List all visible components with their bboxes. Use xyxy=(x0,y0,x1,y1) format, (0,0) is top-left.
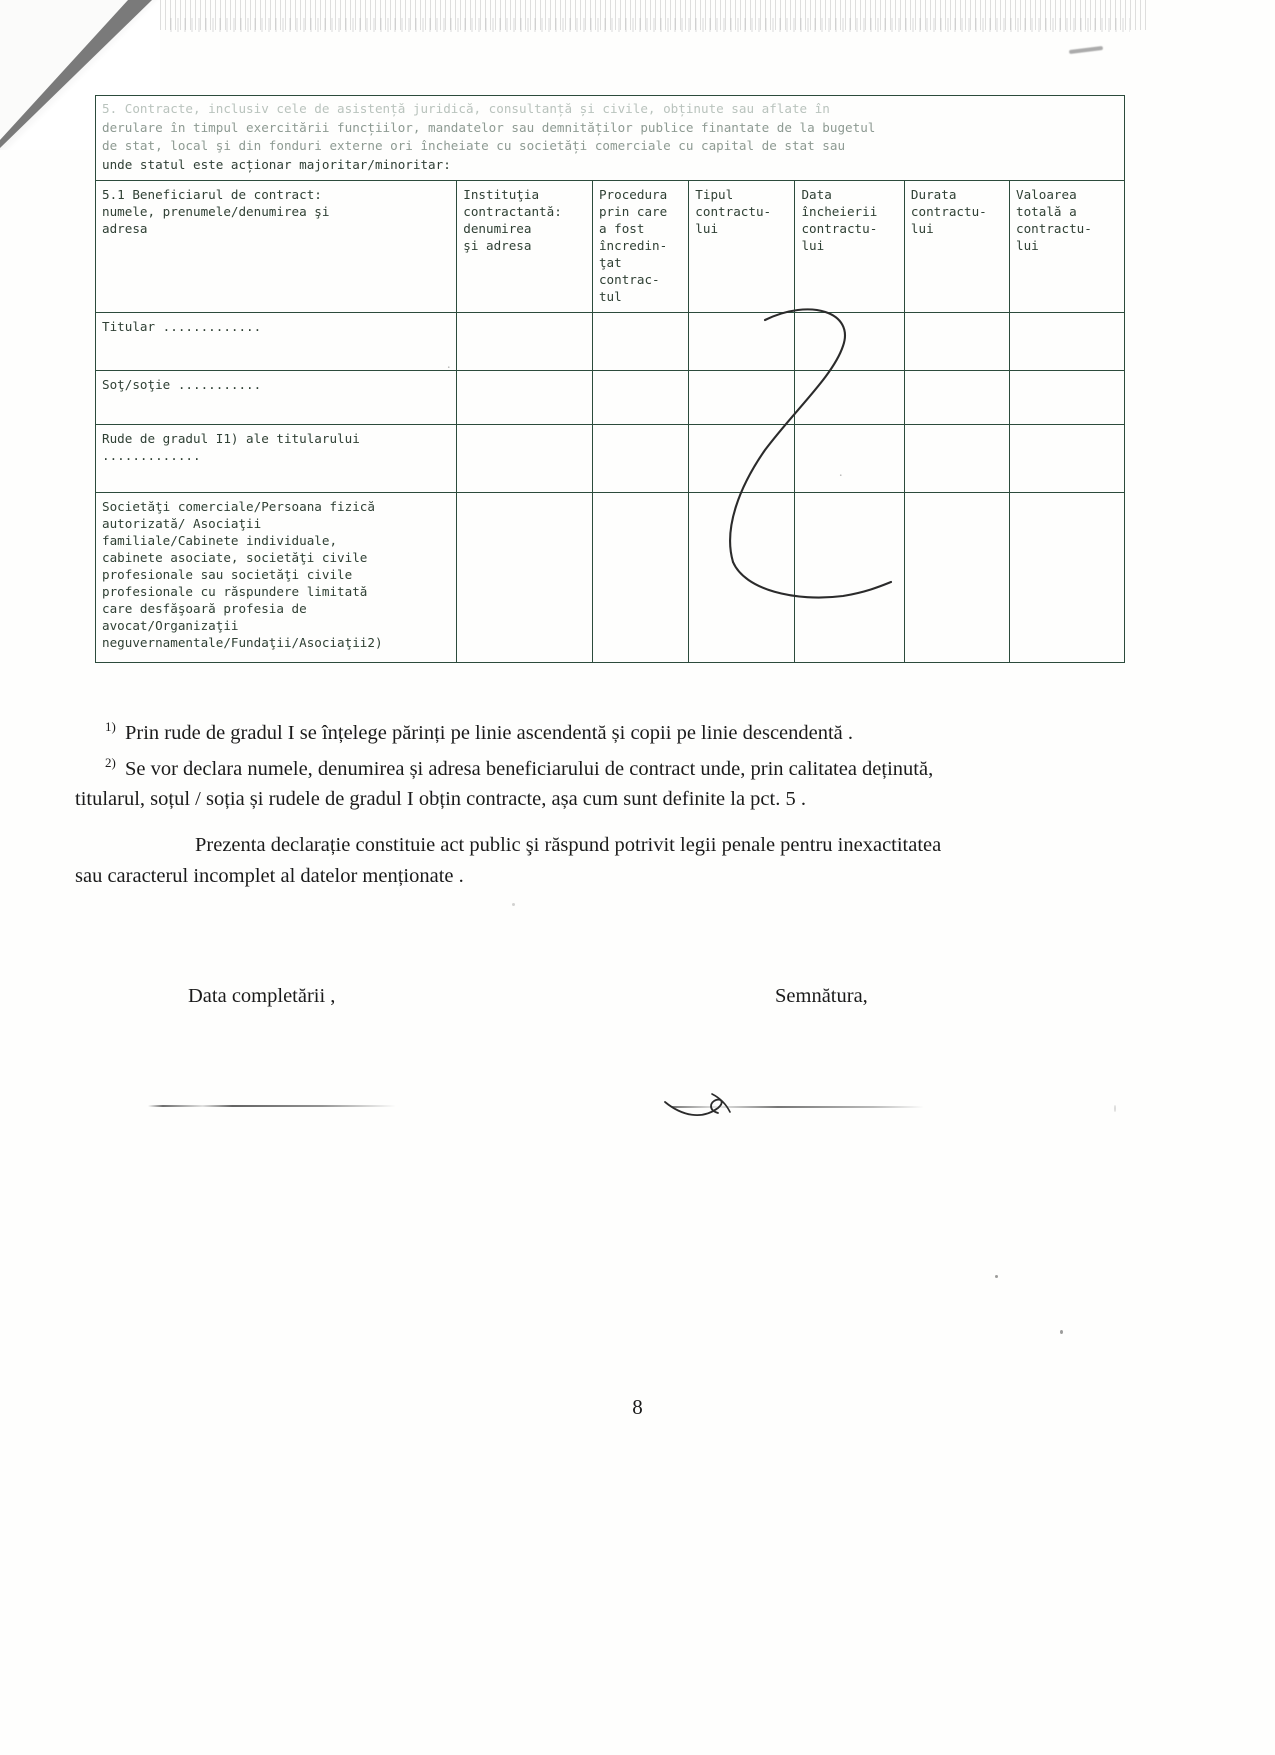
cell-total-value[interactable] xyxy=(1010,371,1125,425)
footnote-2-continuation: titularul, soțul / soția și rudele de gradul I obțin contracte, așa cum sunt definite la pct. 5 . xyxy=(75,787,806,810)
intro-line-2: derulare în timpul exercitării funcțiilor, mandatelor sau demnităților publice finantate de la bugetul xyxy=(102,119,876,135)
cell-duration[interactable] xyxy=(904,313,1009,371)
intro-line-3: de stat, local şi din fonduri externe ori încheiate cu societăți comerciale cu capital de stat sau xyxy=(102,138,846,153)
header-procedure-line-6: contrac- xyxy=(598,272,660,287)
header-institution-line-4: şi adresa xyxy=(463,238,532,253)
signature-line xyxy=(672,1106,924,1108)
header-beneficiary-line-1: 5.1 Beneficiarul de contract: xyxy=(102,187,322,202)
cell-conclusion-date[interactable] xyxy=(795,425,904,493)
header-institution-line-1: Instituţia xyxy=(463,187,540,202)
header-total-value xyxy=(1010,181,1125,313)
row-label-companies-line-2: autorizată/ Asociaţii xyxy=(102,516,262,531)
date-label: Data completării , xyxy=(188,985,336,1007)
intro-line-4: unde statul este acționar majoritar/minoritar: xyxy=(102,156,451,172)
cell-contract-type[interactable] xyxy=(689,313,795,371)
declaration-text: Prezenta declarație constituie act public şi răspund potrivit legii penale pentru inexactitatea xyxy=(195,834,942,856)
header-duration xyxy=(904,181,1009,313)
scan-speck xyxy=(512,903,515,906)
cell-duration[interactable] xyxy=(904,425,1009,493)
cell-total-value[interactable] xyxy=(1010,425,1125,493)
cell-institution[interactable] xyxy=(457,371,593,425)
cell-procedure[interactable] xyxy=(592,425,688,493)
footnote-1-text: Prin rude de gradul I se înțelege părinți pe linie ascendentă și copii pe linie descendentă . xyxy=(124,721,854,744)
scan-speck xyxy=(1060,1330,1063,1334)
header-total-value-line-1: Valoarea xyxy=(1016,187,1077,202)
scan-speck xyxy=(1114,1105,1116,1112)
header-contract-type-line-1: Tipul xyxy=(695,187,734,202)
row-label-relatives-line-2: ............. xyxy=(102,448,201,463)
faint-pen-dot: . xyxy=(447,357,451,372)
header-contract-type-line-3: lui xyxy=(695,221,719,236)
row-label-companies-line-9: neguvernamentale/Fundaţii/Asociaţii2) xyxy=(102,635,383,650)
cell-procedure[interactable] xyxy=(592,371,688,425)
header-beneficiary-line-2: numele, prenumele/denumirea şi xyxy=(102,204,330,219)
declaration-text-continuation: sau caracterul incomplet al datelor menționate . xyxy=(75,865,464,887)
header-procedure-line-3: a fost xyxy=(598,221,645,236)
header-conclusion-date-line-1: Data xyxy=(801,187,832,202)
row-label-companies xyxy=(96,493,457,663)
header-institution-line-3: denumirea xyxy=(463,221,532,236)
header-conclusion-date-line-4: lui xyxy=(801,238,825,253)
declaration-paragraph xyxy=(75,830,1160,892)
cell-total-value[interactable] xyxy=(1010,493,1125,663)
row-label-companies-line-4: cabinete asociate, societăţi civile xyxy=(102,550,368,565)
cell-conclusion-date[interactable] xyxy=(795,493,904,663)
contracts-table xyxy=(95,180,1125,663)
header-procedure-line-1: Procedura xyxy=(598,187,668,202)
header-total-value-line-4: lui xyxy=(1016,238,1039,253)
cell-procedure[interactable] xyxy=(592,493,688,663)
header-conclusion-date xyxy=(795,181,904,313)
row-label-titular: Titular ............. xyxy=(96,313,457,371)
footnote-1-marker: 1) xyxy=(105,719,116,734)
cell-duration[interactable] xyxy=(904,371,1009,425)
table-row xyxy=(96,371,1125,425)
cell-contract-type[interactable] xyxy=(689,371,795,425)
scan-noise-band-secondary xyxy=(170,18,1130,32)
cell-procedure[interactable] xyxy=(592,313,688,371)
row-label-companies-line-8: avocat/Organizaţii xyxy=(102,618,239,633)
footnote-1 xyxy=(105,712,1155,748)
footnote-2-marker: 2) xyxy=(105,754,116,770)
scan-speck xyxy=(995,1275,998,1278)
header-procedure-line-5: ţat xyxy=(598,255,622,270)
table-row xyxy=(96,493,1125,663)
header-total-value-line-2: totală a xyxy=(1016,204,1077,219)
header-duration-line-3: lui xyxy=(910,221,934,236)
faint-pen-dot: . xyxy=(839,465,843,480)
row-label-companies-line-7: care desfăşoară profesia de xyxy=(102,601,307,616)
header-duration-line-1: Durata xyxy=(910,187,957,202)
row-label-spouse: Soţ/soţie ........... xyxy=(96,371,457,425)
handwritten-signature xyxy=(660,1080,790,1130)
table-row xyxy=(96,425,1125,493)
page-number: 8 xyxy=(632,1395,643,1419)
table-row xyxy=(96,313,1125,371)
cell-conclusion-date[interactable] xyxy=(795,313,904,371)
row-label-relatives-line-1: Rude de gradul I1) ale titularului xyxy=(102,431,360,446)
cell-institution[interactable] xyxy=(457,425,593,493)
cell-duration[interactable] xyxy=(904,493,1009,663)
signature-label: Semnătura, xyxy=(775,985,868,1007)
footnote-2 xyxy=(105,748,1155,784)
header-total-value-line-3: contractu- xyxy=(1016,221,1092,236)
header-procedure-line-4: încredin- xyxy=(598,238,668,253)
header-contract-type-line-2: contractu- xyxy=(695,204,772,219)
row-label-companies-line-5: profesionale sau societăţi civile xyxy=(102,567,353,582)
header-conclusion-date-line-2: încheierii xyxy=(801,204,878,219)
cell-institution[interactable] xyxy=(457,313,593,371)
date-line xyxy=(148,1105,396,1107)
header-institution-line-2: contractantă: xyxy=(463,204,562,219)
footnotes xyxy=(75,712,1155,814)
cell-total-value[interactable] xyxy=(1010,313,1125,371)
cell-conclusion-date[interactable] xyxy=(795,371,904,425)
row-label-companies-line-6: profesionale cu răspundere limitată xyxy=(102,584,368,599)
header-procedure-line-2: prin care xyxy=(598,204,668,219)
cell-contract-type[interactable] xyxy=(689,493,795,663)
header-procedure xyxy=(592,181,688,313)
row-label-companies-line-3: familiale/Cabinete individuale, xyxy=(102,533,338,548)
footnote-2-text: Se vor declara numele, denumirea și adresa beneficiarului de contract unde, prin calitatea deținută, xyxy=(124,757,934,780)
scan-smudge xyxy=(1069,46,1103,54)
row-label-companies-line-1: Societăţi comerciale/Persoana fizică xyxy=(102,499,375,514)
header-duration-line-2: contractu- xyxy=(910,204,987,219)
section-intro xyxy=(95,95,1125,180)
header-institution xyxy=(457,181,593,313)
header-procedure-line-7: tul xyxy=(598,289,622,304)
table-header-row xyxy=(96,181,1125,313)
header-beneficiary xyxy=(96,181,457,313)
cell-contract-type[interactable] xyxy=(689,425,795,493)
header-beneficiary-line-3: adresa xyxy=(102,221,148,236)
header-conclusion-date-line-3: contractu- xyxy=(801,221,878,236)
contracts-table-block xyxy=(95,95,1125,663)
intro-line-1: 5. Contracte, inclusiv cele de asistență juridică, consultanță și civile, obținute sau aflate în xyxy=(102,101,830,116)
row-label-relatives xyxy=(96,425,457,493)
cell-institution[interactable] xyxy=(457,493,593,663)
header-contract-type xyxy=(689,181,795,313)
